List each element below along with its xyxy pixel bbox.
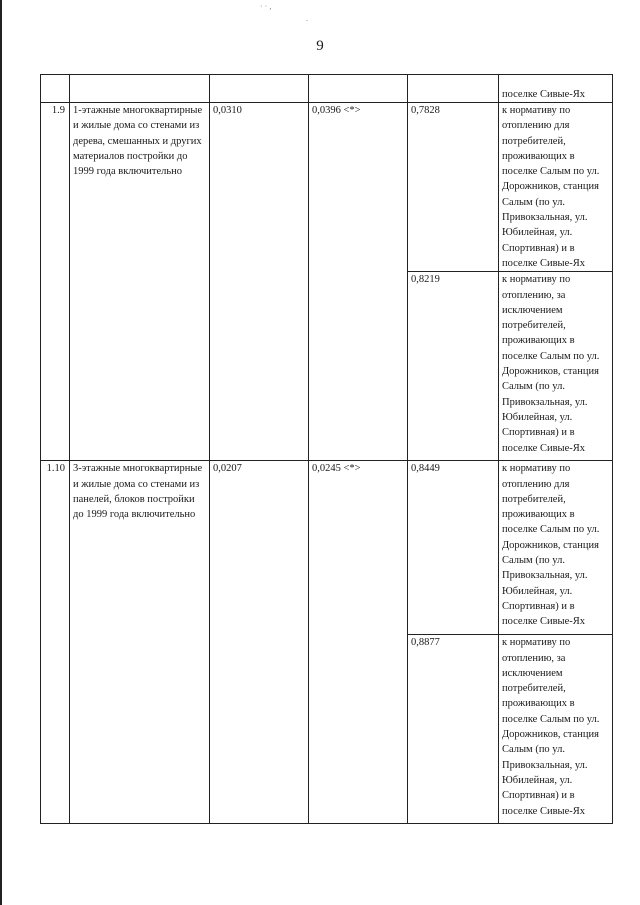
norm-value: 0,0207 [210,461,309,824]
row-number: 1.9 [41,103,70,461]
consumer-note: к нормативу по отоплению для потребителей, проживающих в поселке Салым по ул. Дорожников, станция Салым (по ул. Привокзальная, ул. Юбилейная, ул. Спортивная) и в поселке Сивые-Ях [499,461,613,635]
cell-empty [210,75,309,103]
consumer-note: к нормативу по отоплению, за исключением потребителей, проживающих в поселке Салым по ул. Дорожников, станция Салым (по ул. Привокзальная, ул. Юбилейная, ул. Спортивная) и в поселке Сивые-Ях [499,272,613,461]
heating-standard-table [40,74,613,824]
table-row [41,103,613,272]
norm-value-alt: 0,0245 <*> [309,461,408,824]
cell-empty [309,75,408,103]
scan-artifact: · · , [260,2,272,11]
norm-value-alt: 0,0396 <*> [309,103,408,461]
cell-empty [41,75,70,103]
building-description: 1-этажные многоквартирные и жилые дома со стенами из дерева, смешанных и других материалов постройки до 1999 года включительно [70,103,210,461]
coefficient: 0,8449 [408,461,499,635]
cell-empty [408,75,499,103]
row-number: 1.10 [41,461,70,824]
table-row-continued [41,75,613,103]
page-number: 9 [316,38,324,54]
consumer-note: поселке Сивые-Ях [499,75,613,103]
coefficient: 0,8877 [408,635,499,824]
scan-artifact: . [306,14,308,23]
table-row [41,461,613,635]
coefficient: 0,7828 [408,103,499,272]
coefficient: 0,8219 [408,272,499,461]
norm-value: 0,0310 [210,103,309,461]
consumer-note: к нормативу по отоплению, за исключением потребителей, проживающих в поселке Салым по ул. Дорожников, станция Салым (по ул. Привокзальная, ул. Юбилейная, ул. Спортивная) и в поселке Сивые-Ях [499,635,613,824]
cell-empty [70,75,210,103]
consumer-note: к нормативу по отоплению для потребителей, проживающих в поселке Салым по ул. Дорожников, станция Салым (по ул. Привокзальная, ул. Юбилейная, ул. Спортивная) и в поселке Сивые-Ях [499,103,613,272]
scan-left-edge [0,0,2,905]
building-description: 3-этажные многоквартирные и жилые дома со стенами из панелей, блоков постройки до 1999 года включительно [70,461,210,824]
